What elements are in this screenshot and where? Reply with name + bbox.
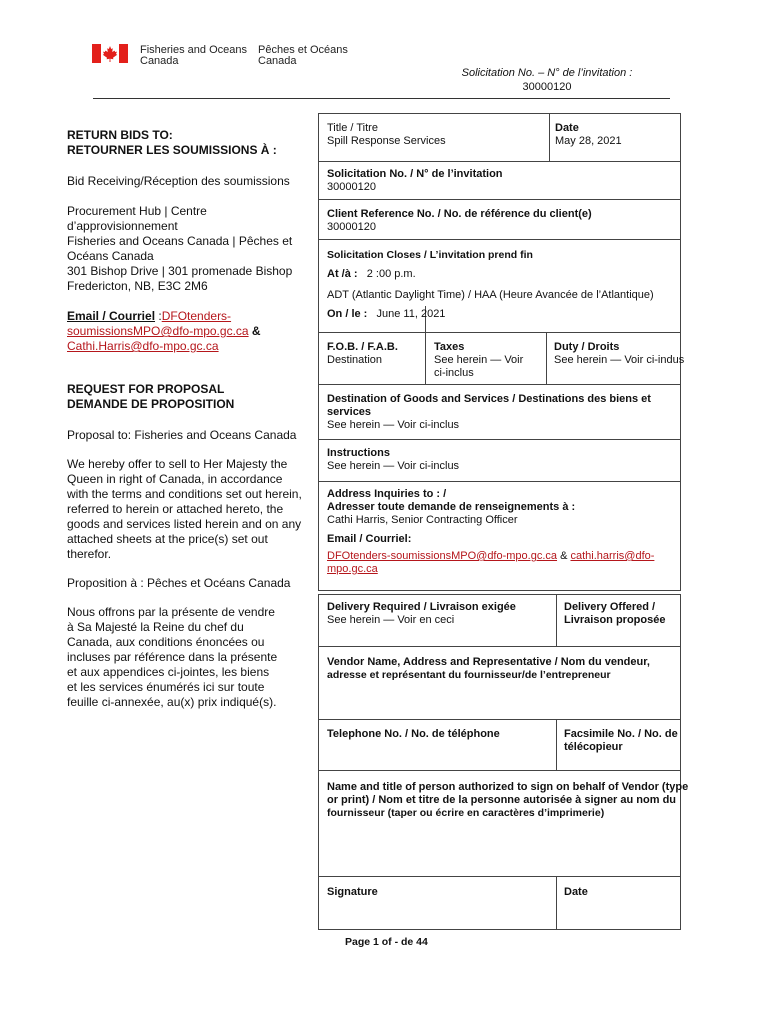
facsimile-field[interactable]: Facsimile No. / No. de télécopieur: [564, 728, 678, 753]
title-field: Title / Titre Spill Response Services: [327, 122, 446, 147]
solicitation-number-field: Solicitation No. / N° de l’invitation 30000120: [327, 168, 503, 193]
proposal-to-en: Proposal to: Fisheries and Oceans Canada: [67, 428, 297, 442]
signature-field[interactable]: Signature: [327, 886, 378, 898]
solicitation-header: Solicitation No. – N° de l’invitation : 30000120: [461, 67, 633, 93]
offer-text-fr: Nous offrons par la présente de vendre à Sa Majesté la Reine du chef du Canada, aux conditions énoncées ou incluses par référence dans la présente et aux appendices ci-jointes, les biens et les services énumérés ici sur toute feuille ci-annexée, au(x) prix indiqué(s).: [67, 605, 278, 709]
proposal-to-fr: Proposition à : Pêches et Océans Canada: [67, 576, 291, 590]
return-bids-heading: RETURN BIDS TO: RETOURNER LES SOUMISSIONS À :: [67, 128, 277, 157]
fob-field: F.O.B. / F.A.B. Destination: [327, 341, 398, 366]
inquiry-email-link-tenders[interactable]: DFOtenders-soumissionsMPO@dfo-mpo.gc.ca: [327, 550, 558, 562]
return-email: Email / Courriel :DFOtenders- soumissionsMPO@dfo-mpo.gc.ca & Cathi.Harris@dfo-mpo.gc.ca: [67, 309, 261, 353]
canada-flag-logo: [92, 44, 128, 63]
offer-text-en: We hereby offer to sell to Her Majesty the Queen in right of Canada, in accordance with the terms and conditions set out herein, referred to herein or attached hereto, the goods and services listed herein and on any attached sheets at the price(s) set out therefor.: [67, 457, 302, 561]
department-name-fr: Pêches et Océans Canada: [258, 44, 348, 67]
instructions-field: Instructions See herein — Voir ci-inclus: [327, 447, 460, 472]
vendor-name-field[interactable]: Vendor Name, Address and Representative / Nom du vendeur, adresse et représentant du fournisseur/de l’entrepreneur: [327, 656, 650, 681]
rfp-heading: REQUEST FOR PROPOSAL DEMANDE DE PROPOSITION: [67, 382, 235, 411]
inquiry-email-link-harris[interactable]: cathi.harris@dfo-: [570, 550, 655, 562]
department-name-en: Fisheries and Oceans Canada: [140, 44, 247, 67]
closing-time: At /à : 2 :00 p.m.: [327, 268, 416, 280]
header-divider: [93, 98, 670, 99]
signature-date-field[interactable]: Date: [564, 886, 588, 898]
duty-field: Duty / Droits See herein — Voir ci-indus: [554, 341, 685, 366]
inquiry-email-link-harris-cont[interactable]: mpo.gc.ca: [327, 563, 378, 575]
address-inquiries-field: Address Inquiries to : / Adresser toute demande de renseignements à : Cathi Harris, Senior Contracting Officer Email / Courriel: DFOtenders-soumissionsMPO@dfo-mpo.gc.ca & cathi.harris@dfo- mpo.gc.ca: [327, 488, 655, 575]
client-reference-field: Client Reference No. / No. de référence du client(e) 30000120: [327, 208, 592, 233]
telephone-field[interactable]: Telephone No. / No. de téléphone: [327, 728, 500, 740]
email-link-tenders-cont[interactable]: soumissionsMPO@dfo-mpo.gc.ca: [67, 324, 249, 338]
solicitation-closes-label: Solicitation Closes / L’invitation prend fin: [327, 249, 533, 261]
authorized-person-field[interactable]: Name and title of person authorized to sign on behalf of Vendor (type or print) / Nom et titre de la personne autorisée à signer au nom du fournisseur (taper ou écrire en caractères d’imprimerie): [327, 781, 689, 819]
bid-receiving: Bid Receiving/Réception des soumissions: [67, 174, 290, 188]
destination-field: Destination of Goods and Services / Destinations des biens et services See herein — Voir ci-inclus: [327, 393, 651, 431]
timezone: ADT (Atlantic Daylight Time) / HAA (Heure Avancée de l’Atlantique): [327, 289, 654, 301]
closing-date: On / le : June 11, 2021: [327, 308, 446, 320]
taxes-field: Taxes See herein — Voir ci-inclus: [434, 341, 524, 379]
email-link-tenders[interactable]: DFOtenders-: [161, 309, 232, 323]
page-number: Page 1 of - de 44: [345, 936, 428, 948]
date-field: Date May 28, 2021: [555, 122, 622, 147]
vendor-info-box: [318, 594, 681, 930]
return-address: Procurement Hub | Centre d’approvisionnement Fisheries and Oceans Canada | Pêches et Océans Canada 301 Bishop Drive | 301 promenade Bishop Fredericton, NB, E3C 2M6: [67, 204, 293, 293]
delivery-required-field: Delivery Required / Livraison exigée See herein — Voir en ceci: [327, 601, 516, 626]
email-link-harris[interactable]: Cathi.Harris@dfo-mpo.gc.ca: [67, 339, 219, 353]
delivery-offered-field[interactable]: Delivery Offered / Livraison proposée: [564, 601, 666, 626]
